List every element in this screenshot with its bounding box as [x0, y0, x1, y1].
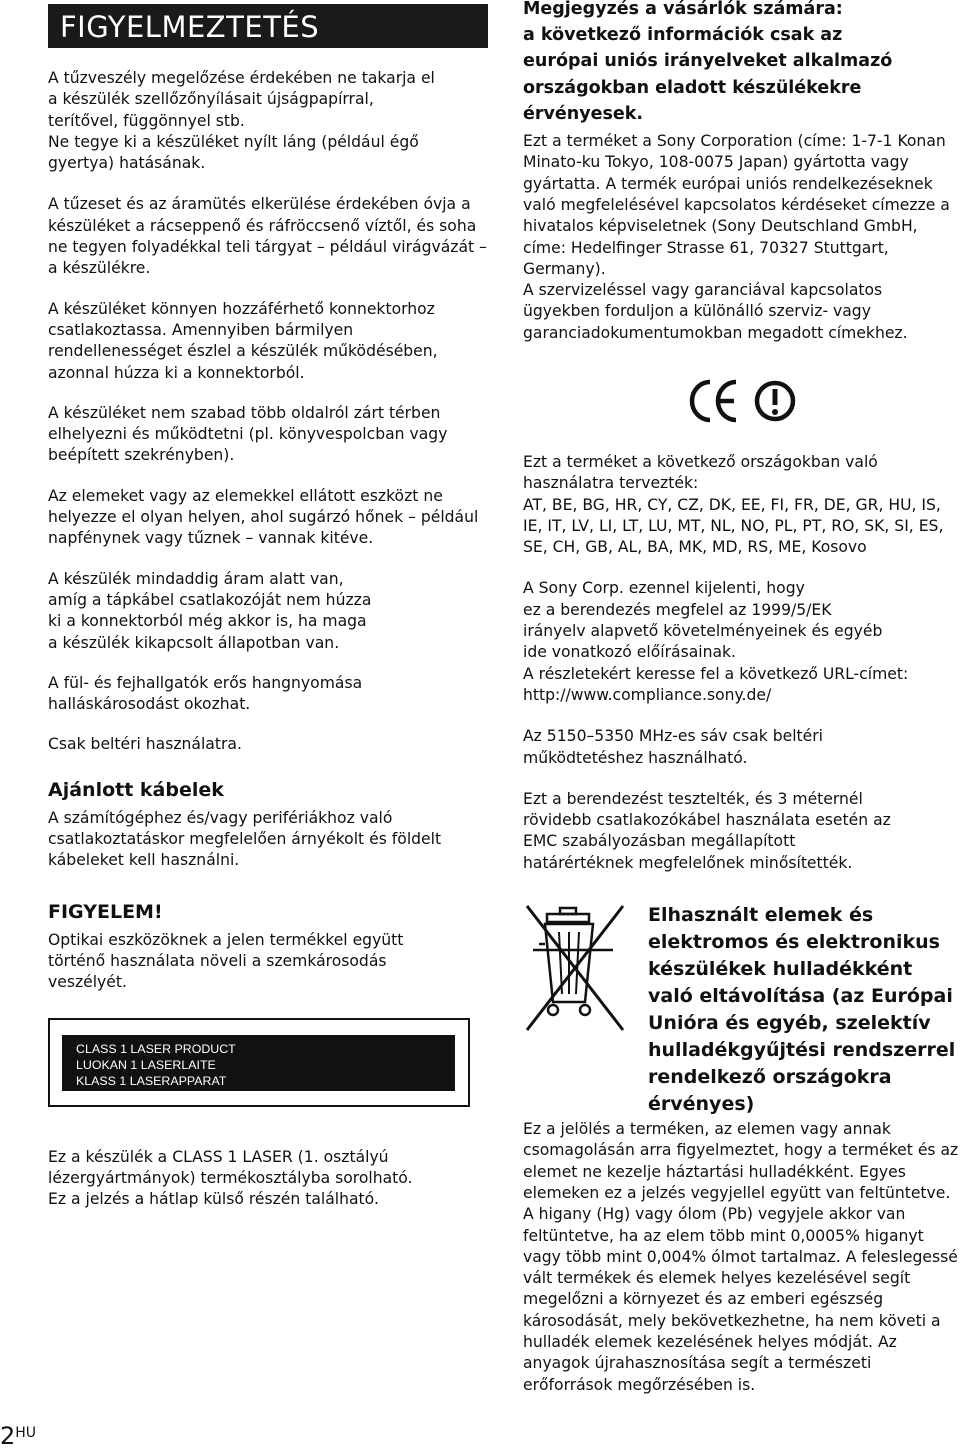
recommended-cables-heading: Ajánlott kábelek — [48, 778, 224, 801]
page-number-value: 2 — [0, 1422, 16, 1450]
weee-section — [523, 902, 960, 1116]
weee-heading: Elhasznált elemek és elektromos és elektronikus készülékek hulladékként való eltávolítása (az Európai Unióra és egyéb, szelektív hulladékgyűjtési rendszerrel rendelkező országokra érvényes) — [648, 904, 956, 1116]
paragraph-enclosed-space: A készüléket nem szabad több oldalról zárt térben elhelyezni és működtetni (pl. könyvespolcban vagy beépített szekrényben). — [48, 403, 448, 465]
eu-notice-text: Ezt a terméket a Sony Corporation (címe: 1-7-1 Konan Minato-ku Tokyo, 108-0075 Japan) gyártotta vagy gyártatta. A termék európai uniós rendelkezéseknek való megfelelésével kapcsolatos kérdéseket címezze a hivatalos képviseletnek (Sony Deutschland GmbH, címe: Hedelfinger Strasse 61, 70327 Stuttgart, Germany). A szervizeléssel vagy garanciával kapcsolatos ügyekben forduljon a különálló szerviz- vagy garanciadokumentumokban megadott címekhez. — [523, 132, 950, 342]
left-column — [48, 0, 488, 1210]
conformity-declaration-text: A Sony Corp. ezennel kijelenti, hogy ez a berendezés megfelel az 1999/5/EK irányelv alapvető követelményeinek és egyéb ide vonatkozó előírásainak. A részletekért keresse fel a következő URL-címet: http://www.compliance.sony.de/ — [523, 579, 909, 704]
page-number-suffix: HU — [15, 1425, 37, 1441]
laser-label — [62, 1035, 455, 1091]
laser-label-line: CLASS 1 LASER PRODUCT — [76, 1041, 236, 1056]
laser-class-text: Ez a készülék a CLASS 1 LASER (1. osztályú lézergyártmányok) termékosztályba sorolható. Ez a jelzés a hátlap külső részén található. — [48, 1147, 413, 1209]
paragraph-fire-ventilation: A tűzveszély megelőzése érdekében ne takarja el a készülék szellőzőnyílásait újságpapírral, terítővel, függönnyel stb. Ne tegye ki a készüléket nyílt láng (például égő gyertya) hatásának. — [48, 69, 435, 173]
paragraph-outlet: A készüléket könnyen hozzáférhető konnektorhoz csatlakoztassa. Amennyiben bármilyen rendellenességet észlel a készülék működésében, azonnal húzza ki a konnektorból. — [48, 299, 438, 382]
paragraph-fire-water: A tűzeset és az áramütés elkerülése érdekében óvja a készüléket a rácseppenő és ráfröccsenő víztől, és soha ne tegyen folyadékkal teli tárgyat – például virágvázát – a készülékre. — [48, 195, 487, 278]
ce-mark-icon — [688, 376, 798, 426]
laser-label-line: LUOKAN 1 LASERLAITE — [76, 1057, 216, 1072]
laser-label-frame — [48, 1018, 470, 1107]
warning-banner: FIGYELMEZTETÉS — [48, 4, 488, 48]
paragraph-indoor-use: Csak beltéri használatra. — [48, 735, 242, 754]
emc-test-text: Ezt a berendezést tesztelték, és 3 méternél rövidebb csatlakozókábel használata esetén az EMC szabályozásban megállapított határértéknek megfelelőnek minősítették. — [523, 789, 891, 872]
page-number — [0, 1422, 36, 1450]
frequency-band-text: Az 5150–5350 MHz-es sáv csak beltéri működtetéshez használható. — [523, 727, 823, 767]
paragraph-headphones: A fül- és fejhallgatók erős hangnyomása halláskárosodást okozhat. — [48, 673, 363, 714]
recommended-cables-text: A számítógéphez és/vagy perifériákhoz való csatlakoztatáskor megfelelően árnyékolt és földelt kábeleket kell használni. — [48, 808, 442, 870]
laser-label-line: KLASS 1 LASERAPPARAT — [76, 1073, 227, 1088]
target-countries-text: Ezt a terméket a következő országokban való használatra tervezték: AT, BE, BG, HR, CY, CZ, DK, EE, FI, FR, DE, GR, HU, IS, IE, IT, LV, LI, LT, LU, MT, NL, NO, PL, PT, RO, SK, SI, ES, SE, CH, GB, AL, BA, MK, MD, RS, ME, Kosovo — [523, 452, 944, 557]
attention-text: Optikai eszközöknek a jelen termékkel együtt történő használata növeli a szemkárosodás veszélyét. — [48, 930, 404, 992]
attention-heading: FIGYELEM! — [48, 900, 163, 923]
crossed-out-bin-icon — [523, 902, 628, 1037]
right-column — [523, 0, 960, 1396]
paragraph-power-connection: A készülék mindaddig áram alatt van, amíg a tápkábel csatlakozóját nem húzza ki a konnektorból még akkor is, ha maga a készülék kikapcsolt állapotban van. — [48, 569, 372, 652]
eu-notice-heading: Megjegyzés a vásárlók számára: a következő információk csak az európai uniós irányelveket alkalmazó országokban eladott készülékekre érvényesek. — [523, 0, 893, 124]
paragraph-batteries-heat: Az elemeket vagy az elemekkel ellátott eszközt ne helyezze el olyan helyen, ahol sugárzó hőnek – például napfénynek vagy tűznek – vannak kitéve. — [48, 486, 479, 548]
weee-text: Ez a jelölés a terméken, az elemen vagy annak csomagolásán arra figyelmeztet, hogy a terméket és az elemet ne kezelje háztartási hulladékként. Egyes elemeken ez a jelzés vegyjellel együtt van feltüntetve. A higany (Hg) vagy ólom (Pb) vegyjele akkor van feltüntetve, ha az elem több mint 0,0005% higanyt vagy több mint 0,004% ólmot tartalmaz. A feleslegessé vált termékek és elemek helyes kezelésével segít megelőzni a környezet és az emberi egészség károsodását, mely bekövetkezhetne, ha nem követi a hulladék elemek kezelésének helyes módját. Az anyagok újrahasznosítása segít a természeti erőforrások megőrzésében is. — [523, 1120, 959, 1394]
